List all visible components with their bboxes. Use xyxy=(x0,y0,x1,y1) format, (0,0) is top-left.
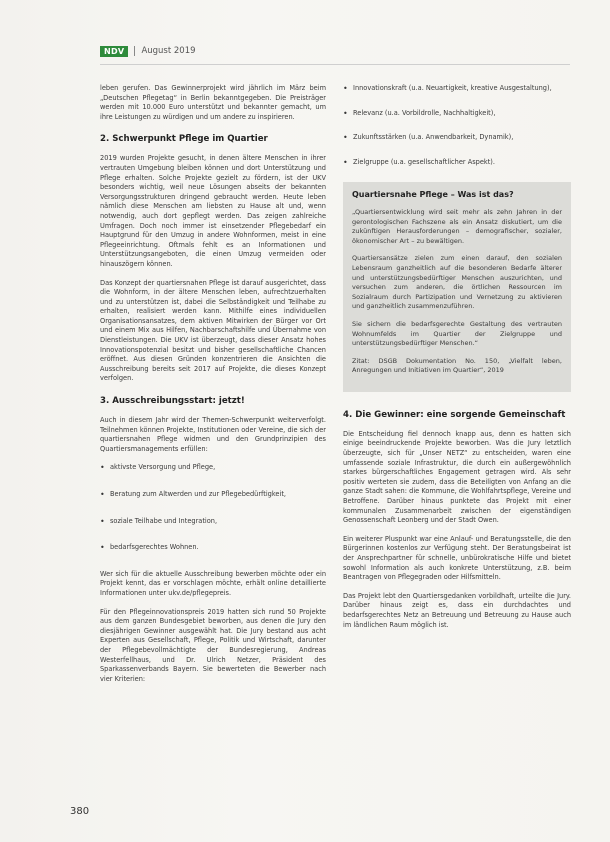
header-rule xyxy=(100,64,570,65)
section-4-paragraph-3: Das Projekt lebt den Quartiersgedanken vorbildhaft, urteilte die Jury. Darüber hinaus zeigt es, dass ein durchdachtes und bedarfsgerechtes Netz an Betreuung und Betreuung zu Hause auch im ländlichen Raum möglich ist. xyxy=(343,591,571,629)
page-number: 380 xyxy=(70,806,90,817)
info-box-citation: Zitat: DSGB Dokumentation No. 150, „Vielfalt leben, Anregungen und Initiativen im Quartier“, 2019 xyxy=(352,356,562,375)
issue-date: August 2019 xyxy=(141,46,196,56)
ndv-logo: NDV xyxy=(100,46,128,57)
list-item: • bedarfsgerechtes Wohnen. xyxy=(100,543,326,553)
list-item: • soziale Teilhabe und Integration, xyxy=(100,517,326,527)
info-box xyxy=(343,182,571,392)
page-header xyxy=(100,44,196,58)
section-2-paragraph-1: 2019 wurden Projekte gesucht, in denen ältere Menschen in ihrer vertrauten Umgebung bleiben können und dort Unterstützung und Pflege erhalten. Solche Projekte gezielt zu fördern, ist der UKV besonders wichtig, weil neue Lösungen abseits der bekannten Versorgungsstrukturen dringend gebraucht werden. Heute leben nämlich diese Menschen am liebsten zu Hause alt und, wenn notwendig, auch dort gepflegt werden. Das zeigen zahlreiche Umfragen. Doch noch immer ist einsetzender Pflegebedarf ein Hauptgrund für den Umzug in andere Wohnformen, meist in eine Pflegeeinrichtung. Oftmals fehlt es an Informationen und Unterstützungsangeboten, die einen Umzug vermeiden oder hinauszögern können. xyxy=(100,154,326,268)
jury-criteria-list xyxy=(343,84,571,167)
section-3-paragraph-2: Wer sich für die aktuelle Ausschreibung bewerben möchte oder ein Projekt kennt, das er vorschlagen möchte, erhält online detaillierte Informationen unter ukv.de/pflegepreis. xyxy=(100,569,326,597)
section-4-paragraph-1: Die Entscheidung fiel dennoch knapp aus, denn es hatten sich einige beeindruckende Projekte beworben. Was die Jury letztlich überzeugte, sich für „Unser NETZ“ zu entscheiden, waren eine umfassende soziale Infrastruktur, die durch ein außergewöhnlich starkes bürgerschaftliches Engagement getragen wird. Als sehr positiv werteten sie zudem, dass die Beteiligten von Anfang an die ganze Stadt sahen: die Kommune, die Wohlfahrtspflege, Vereine und Betroffene. Darüber hinaus punktete das Projekt mit einer kommunalen Zusammenarbeit zwischen der eigenständigen Genossenschaft Leonberg und der Stadt Owen. xyxy=(343,429,571,525)
intro-paragraph: leben gerufen. Das Gewinnerprojekt wird jährlich im März beim „Deutschen Pflegetag“ in Berlin bekanntgegeben. Die Preisträger werden mit 10.000 Euro unterstützt und bekannter gemacht, um ihre Leistungen zu würdigen und um andere zu inspirieren. xyxy=(100,84,326,121)
list-item: • Zukunftsstärken (u.a. Anwendbarkeit, Dynamik), xyxy=(343,133,571,143)
section-3-paragraph-3: Für den Pflegeinnovationspreis 2019 hatten sich rund 50 Projekte aus dem ganzen Bundesgebiet beworben, aus denen die Jury den diesjährigen Gewinner ausgewählt hat. Die Jury bestand aus acht Experten aus Gesellschaft, Pflege, Politik und Wirtschaft, darunter der Pflegebevollmächtigte der Bundesregierung, Andreas Westerfellhaus, und Dr. Ulrich Netzer, Präsident des Sparkassenverbands Bayern. Sie bewerteten die Bewerber nach vier Kriterien: xyxy=(100,607,326,683)
left-column xyxy=(100,84,326,693)
section-3-heading: 3. Ausschreibungsstart: jetzt! xyxy=(100,396,245,407)
section-4-paragraph-2: Ein weiterer Pluspunkt war eine Anlauf- und Beratungsstelle, die den Bürgerinnen kostenlos zur Verfügung steht. Der Beratungsbeirat ist der Ansprechpartner für schnelle, unbürokratische Hilfe und bietet sowohl Information als auch konkrete Unterstützung, z.B. beim Beantragen von Pflegegraden oder Hilfsmitteln. xyxy=(343,534,571,582)
section-2-heading: 2. Schwerpunkt Pflege im Quartier xyxy=(100,134,268,145)
list-item: • Zielgruppe (u.a. gesellschaftlicher Aspekt). xyxy=(343,158,571,168)
info-box-title: Quartiersnahe Pflege – Was ist das? xyxy=(352,190,514,200)
right-column xyxy=(343,84,571,639)
list-item: • Innovationskraft (u.a. Neuartigkeit, kreative Ausgestaltung), xyxy=(343,84,571,94)
list-item: • Beratung zum Altwerden und zur Pflegebedürftigkeit, xyxy=(100,490,326,500)
info-box-paragraph-1: „Quartiersentwicklung wird seit mehr als zehn Jahren in der gerontologischen Fachszene als ein Ansatz diskutiert, um die zukünftigen Herausforderungen – demografischer, sozialer, ökonomischer Art – zu bewältigen. xyxy=(352,207,562,245)
header-divider xyxy=(134,46,135,56)
list-item: • aktivste Versorgung und Pflege, xyxy=(100,463,326,473)
section-3-paragraph-1: Auch in diesem Jahr wird der Themen-Schwerpunkt weiterverfolgt. Teilnehmen können Projekte, Institutionen oder Vereine, die sich der quartiersnahen Pflege widmen und den Grundprinzipien des Quartiersmanagements erfüllen: xyxy=(100,416,326,453)
info-box-paragraph-2: Quartiersansätze zielen zum einen darauf, den sozialen Lebensraum ganzheitlich auf die besonderen Bedarfe älterer und unterstützungsbedürftiger Menschen auszurichten, und versuchen zum anderen, die örtlichen Ressourcen im Sozialraum durch Partizipation und Vernetzung zu aktivieren und ganzheitlich zusammenzuführen. xyxy=(352,254,562,311)
section-2-paragraph-2: Das Konzept der quartiersnahen Pflege ist darauf ausgerichtet, dass die Wohnform, in der ältere Menschen leben, aufrechtzuerhalten und zu unterstützen ist, dabei die Selbständigkeit und Teilhabe zu erhalten, realisiert werden kann. Mithilfe eines individuellen Organisationsansatzes, dem aktiven Mitwirken der Bürger vor Ort und einem Mix aus Hilfen, Nachbarschaftshilfe und Übernahme von Dienstleistungen. Die UKV ist überzeugt, dass dieser Ansatz hohes Innovationspotenzial besitzt und bisher gesellschaftliche Chancen eröffnet. Aus diesen Gründen konzentrieren die Ansichten die Ausschreibung bereits seit 2017 auf Projekte, die dieses Konzept verfolgen. xyxy=(100,278,326,383)
info-box-paragraph-3: Sie sichern die bedarfsgerechte Gestaltung des vertrauten Wohnumfelds im Quartier der Zielgruppe und unterstützungsbedürftiger Menschen.“ xyxy=(352,319,562,348)
criteria-list xyxy=(100,463,326,552)
list-item: • Relevanz (u.a. Vorbildrolle, Nachhaltigkeit), xyxy=(343,109,571,119)
section-4-heading: 4. Die Gewinner: eine sorgende Gemeinschaft xyxy=(343,409,566,420)
